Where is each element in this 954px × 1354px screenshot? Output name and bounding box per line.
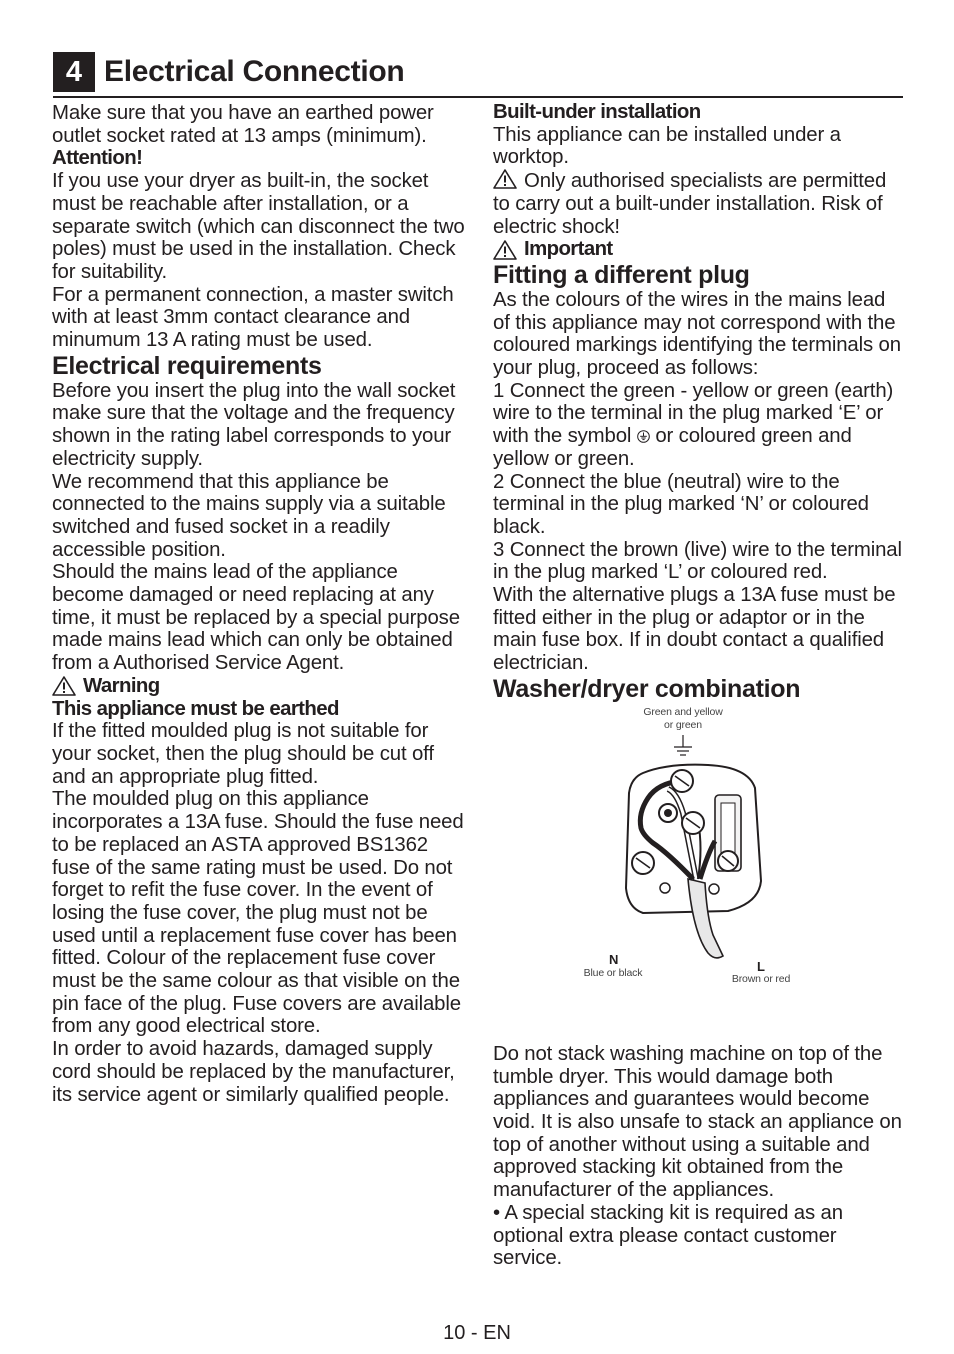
electrical-requirements-p1: Before you insert the plug into the wall socket make sure that the voltage and the frequency shown in the rating label corresponds to your electricity supply. xyxy=(52,379,456,470)
warning-icon xyxy=(493,240,517,260)
built-under-warning-text: Only authorised specialists are permitted to carry out a built-under installation. Risk of electric shock! xyxy=(493,170,887,238)
stacking-kit-text: • A special stacking kit is required as an optional extra please contact customer service. xyxy=(493,1201,843,1270)
attention-label: Attention! xyxy=(52,147,143,170)
earthed-p1: If the fitted moulded plug is not suitable for your socket, then the plug should be cut off and an appropriate plug fitted. xyxy=(52,720,434,788)
earth-symbol-icon xyxy=(637,430,650,443)
warning-icon xyxy=(493,169,517,189)
earth-wire-label-line2: or green xyxy=(664,718,702,731)
step-1-text-b: or coloured green and yellow or green. xyxy=(493,425,852,470)
built-under-text: This appliance can be installed under a worktop. xyxy=(493,123,841,169)
neutral-label: N xyxy=(609,951,619,967)
left-column xyxy=(52,102,470,1106)
section-header xyxy=(53,52,903,98)
earthed-p3: In order to avoid hazards, damaged supply cord should be replaced by the manufacturer, its service agent or similarly qualified people. xyxy=(52,1038,455,1106)
live-label: L xyxy=(757,958,765,974)
attention-text: If you use your dryer as built-in, the socket must be reachable after installation, or a separate switch (which can disconnect the two poles) must be used in the installation. Check for suitability. xyxy=(52,170,465,283)
plug-diagram xyxy=(493,703,905,1043)
important-label: Important xyxy=(524,238,613,261)
earthed-label: This appliance must be earthed xyxy=(52,697,339,720)
step-1-text-a: 1 Connect the green - yellow or green (earth) wire to the terminal in the plug marked ‘E’ or with the symbol xyxy=(493,379,894,448)
step-2: 2 Connect the blue (neutral) wire to the terminal in the plug marked ‘N’ or coloured black. xyxy=(493,470,869,538)
built-under-label: Built-under installation xyxy=(493,101,701,123)
step-3: 3 Connect the brown (live) wire to the terminal in the plug marked ‘L’ or coloured red. xyxy=(493,538,902,584)
earth-ground-icon xyxy=(674,735,692,755)
warning-icon xyxy=(52,676,76,696)
step-1 xyxy=(493,380,905,471)
important-line xyxy=(493,238,905,261)
page-number: 10 - EN xyxy=(443,1322,511,1344)
electrical-requirements-p2: We recommend that this appliance be connected to the mains supply via a suitable switched and fused socket in a readily accessible position. xyxy=(52,470,446,561)
intro-text: Make sure that you have an earthed power outlet socket rated at 13 amps (minimum). xyxy=(52,102,434,147)
section-number: 4 xyxy=(53,52,95,92)
washer-dryer-heading: Washer/dryer combination xyxy=(493,674,801,703)
plug-body xyxy=(626,765,761,958)
electrical-requirements-heading: Electrical requirements xyxy=(52,351,322,380)
right-column xyxy=(493,101,905,1270)
built-under-warning xyxy=(493,169,905,238)
fuse-text: With the alternative plugs a 13A fuse must be fitted either in the plug or adaptor or in the main fuse box. If in doubt contact a qualified electrician. xyxy=(493,584,896,675)
fitting-plug-heading: Fitting a different plug xyxy=(493,260,750,289)
neutral-sub-label: Blue or black xyxy=(583,966,643,979)
electrical-requirements-p3: Should the mains lead of the appliance become damaged or need replacing at any time, it must be replaced by a special purpose made mains lead which can only be obtained from a Authorised Service Agent. xyxy=(52,561,460,675)
earthed-p2: The moulded plug on this appliance incorporates a 13A fuse. Should the fuse need to be replaced an ASTA approved BS1362 fuse of the same rating must be used. Do not forget to refit the fuse cover. In the event of losing the fuse cover, the plug must not be used until a replacement fuse cover has been fitted. Colour of the replacement fuse cover must be the same colour as that visible on the pin face of the plug. Fuse covers are available from any good electrical store. xyxy=(52,788,464,1038)
live-sub-label: Brown or red xyxy=(731,972,791,985)
stacking-text: Do not stack washing machine on top of the tumble dryer. This would damage both appliances and guarantees would become void. It is also unsafe to stack an appliance on top of another without using a suitable and approved stacking kit obtained from the manufacturer of the appliances. xyxy=(493,1042,902,1202)
page-title: Electrical Connection xyxy=(104,55,405,88)
earth-wire-label-line1: Green and yellow xyxy=(643,705,723,718)
fitting-plug-intro: As the colours of the wires in the mains lead of this appliance may not correspond with the coloured markings identifying the terminals on your plug, proceed as follows: xyxy=(493,288,901,380)
warning-label: Warning xyxy=(83,674,160,697)
warning-line xyxy=(52,675,470,698)
plug-wiring-figure xyxy=(493,703,905,1043)
permanent-connection-text: For a permanent connection, a master switch with at least 3mm contact clearance and minumum 13 A rating must be used. xyxy=(52,283,454,352)
